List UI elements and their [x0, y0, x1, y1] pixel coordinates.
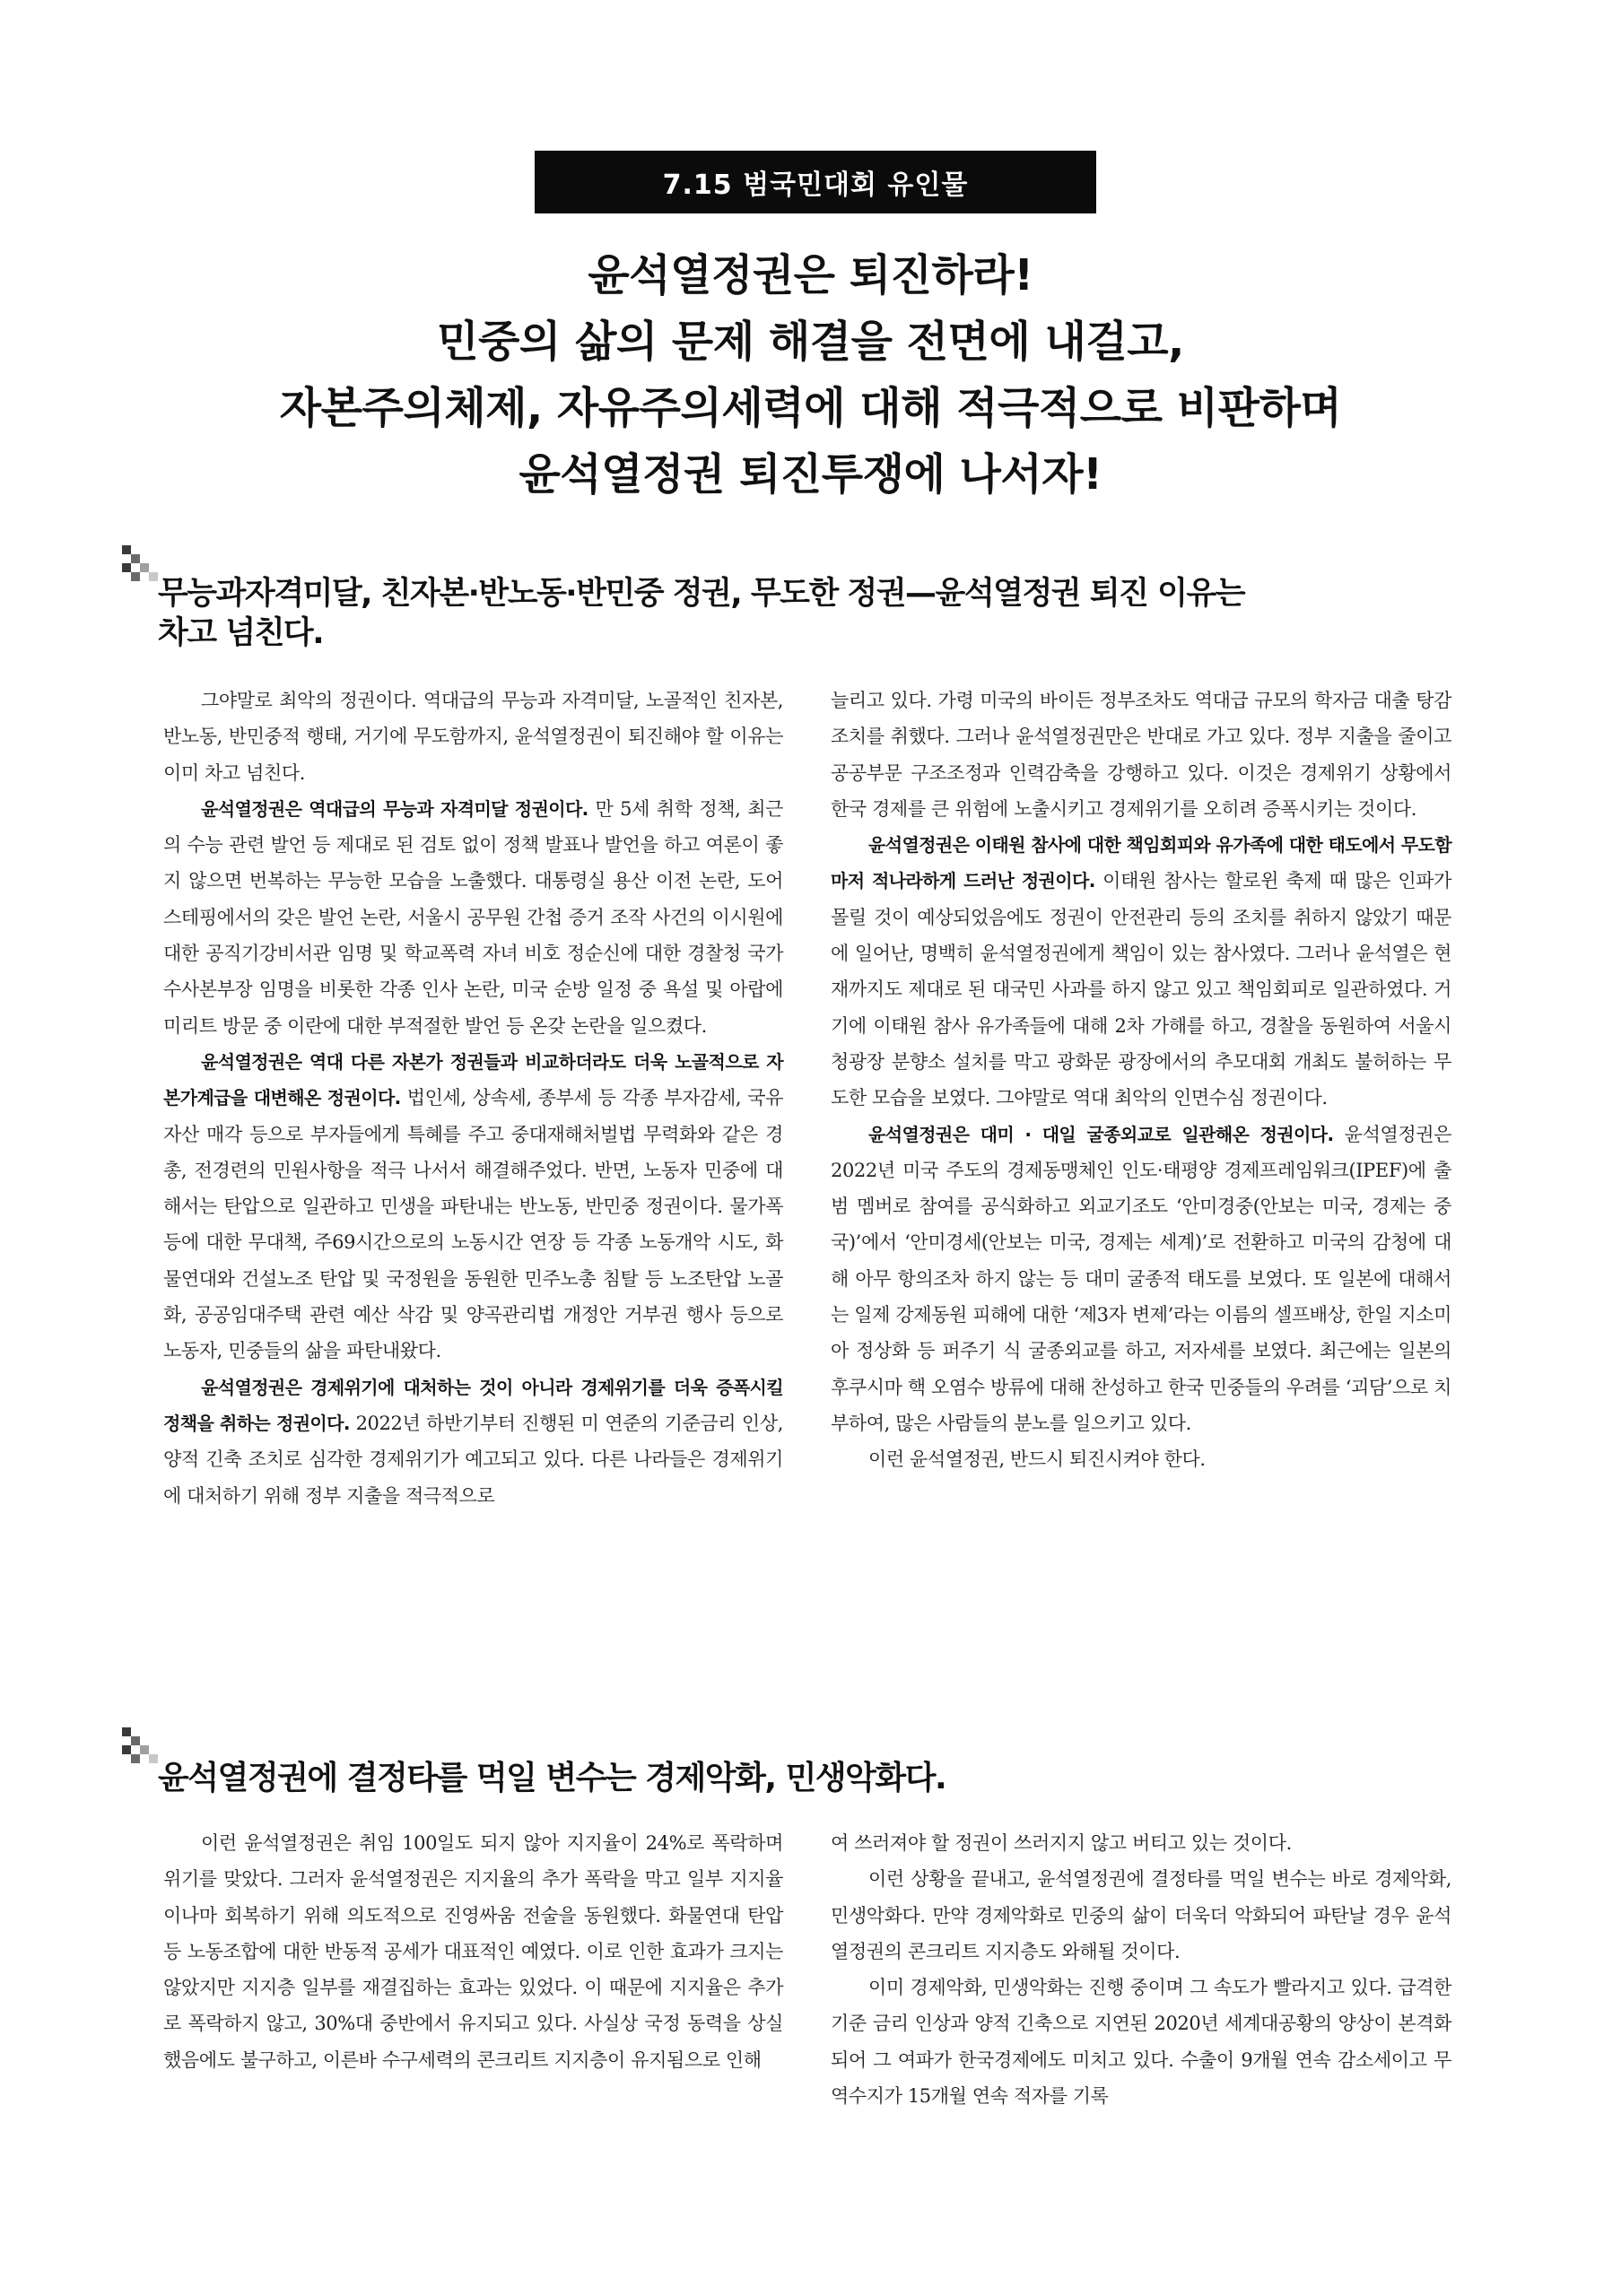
section-1-right-column	[831, 683, 1451, 1478]
headline-line-4: 윤석열정권 퇴진투쟁에 나서자!	[519, 449, 1102, 500]
paragraph	[163, 1370, 783, 1514]
section-1-title-line-2: 차고 넘친다.	[158, 615, 324, 651]
headline-line-3: 자본주의체제, 자유주의세력에 대해 적극적으로 비판하며	[279, 383, 1342, 433]
paragraph: 늘리고 있다. 가령 미국의 바이든 정부조차도 역대급 규모의 학자금 대출 탕감 조치를 취했다. 그러나 윤석열정권만은 반대로 가고 있다. 정부 지출을 줄이고 공공부문 구조조정과 인력감축을 강행하고 있다. 이것은 경제위기 상황에서 한국 경제를 큰 위험에 노출시키고 경제위기를 오히려 증폭시키는 것이다.	[831, 690, 1451, 820]
paragraph-body: 이태원 참사는 할로윈 축제 때 많은 인파가 몰릴 것이 예상되었음에도 정권이 안전관리 등의 조치를 취하지 않았기 때문에 일어난, 명백히 윤석열정권에게 책임이 있는 참사였다. 그러나 윤석열은 현재까지도 제대로 된 대국민 사과를 하지 않고 있고 책임회피로 일관하였다. 거기에 이태원 참사 유가족들에 대해 2차 가해를 하고, 경찰을 동원하여 서울시청광장 분향소 설치를 막고 광화문 광장에서의 추모대회 개최도 불허하는 무도한 모습을 보였다. 그야말로 역대 최악의 인면수심 정권이다.	[831, 870, 1451, 1109]
paragraph-body: 만 5세 취학 정책, 최근의 수능 관련 발언 등 제대로 된 검토 없이 정책 발표나 발언을 하고 여론이 좋지 않으면 번복하는 무능한 모습을 노출했다. 대통령실 용산 이전 논란, 도어스테핑에서의 갖은 발언 논란, 서울시 공무원 간첩 증거 조작 사건의 이시원에 대한 공직기강비서관 임명 및 학교폭력 자녀 비호 정순신에 대한 경찰청 국가수사본부장 임명을 비롯한 각종 인사 논란, 미국 순방 일정 중 욕설 및 아랍에미리트 방문 중 이란에 대한 부적절한 발언 등 온갖 논란을 일으켰다.	[163, 797, 783, 1037]
paragraph: 이미 경제악화, 민생악화는 진행 중이며 그 속도가 빨라지고 있다. 급격한 기준 금리 인상과 양적 긴축으로 지연된 2020년 세계대공황의 양상이 본격화되어 그 여파가 한국경제에도 미치고 있다. 수출이 9개월 연속 감소세이고 무역수지가 15개월 연속 적자를 기록	[831, 1977, 1451, 2108]
paragraph: 이런 상황을 끝내고, 윤석열정권에 결정타를 먹일 변수는 바로 경제악화, 민생악화다. 만약 경제악화로 민중의 삶이 더욱더 악화되어 파탄날 경우 윤석열정권의 콘크리트 지지층도 와해될 것이다.	[831, 1868, 1451, 1962]
section-2-right-column	[831, 1825, 1451, 2114]
paragraph: 여 쓰러져야 할 정권이 쓰러지지 않고 버티고 있는 것이다.	[831, 1832, 1292, 1854]
paragraph-lead: 윤석열정권은 이태원 참사에 대한 책임회피와 유가족에 대한 태도에서 무도함마저 적나라하게 드러난 정권이다.	[831, 834, 1451, 892]
paragraph: 이런 윤석열정권은 취임 100일도 되지 않아 지지율이 24%로 폭락하며 위기를 맞았다. 그러자 윤석열정권은 지지율의 추가 폭락을 막고 일부 지지율이나마 회복하기 위해 의도적으로 진영싸움 전술을 동원했다. 화물연대 탄압 등 노동조합에 대한 반동적 공세가 대표적인 예였다. 이로 인한 효과가 크지는 않았지만 지지층 일부를 재결집하는 효과는 있었다. 이 때문에 지지율은 추가로 폭락하지 않고, 30%대 중반에서 유지되고 있다. 사실상 국정 동력을 상실했음에도 불구하고, 이른바 수구세력의 콘크리트 지지층이 유지됨으로 인해	[163, 1832, 783, 2071]
section-2-title	[158, 1758, 946, 1799]
section-marker-icon	[122, 1727, 158, 1763]
paragraph	[831, 827, 1451, 1116]
section-1-title	[158, 574, 1244, 653]
section-marker-icon	[122, 545, 158, 581]
paragraph: 이런 윤석열정권, 반드시 퇴진시켜야 한다.	[868, 1448, 1206, 1471]
headline-line-2: 민중의 삶의 문제 해결을 전면에 내걸고,	[437, 317, 1184, 367]
paragraph-body: 2022년 하반기부터 진행된 미 연준의 기준금리 인상, 양적 긴축 조치로 심각한 경제위기가 예고되고 있다. 다른 나라들은 경제위기에 대처하기 위해 정부 지출을 적극적으로	[163, 1412, 783, 1507]
main-headline	[135, 242, 1486, 508]
paragraph-lead: 윤석열정권은 역대급의 무능과 자격미달 정권이다.	[201, 797, 588, 820]
section-1-title-line-1: 무능과자격미달, 친자본·반노동·반민중 정권, 무도한 정권—윤석열정권 퇴진 이유는	[158, 576, 1245, 612]
section-1-left-column	[163, 683, 783, 1514]
paragraph	[163, 1044, 783, 1370]
paragraph-body: 법인세, 상속세, 종부세 등 각종 부자감세, 국유자산 매각 등으로 부자들에게 특혜를 주고 중대재해처벌법 무력화와 같은 경총, 전경련의 민원사항을 적극 나서서 해결해주었다. 반면, 노동자 민중에 대해서는 탄압으로 일관하고 민생을 파탄내는 반노동, 반민중 정권이다. 물가폭등에 대한 무대책, 주69시간으로의 노동시간 연장 등 각종 노동개악 시도, 화물연대와 건설노조 탄압 및 국정원을 동원한 민주노총 침탈 등 노조탄압 노골화, 공공임대주택 관련 예산 삭감 및 양곡관리법 개정안 거부권 행사 등으로 노동자, 민중들의 삶을 파탄내왔다.	[163, 1087, 783, 1362]
paragraph-lead: 윤석열정권은 경제위기에 대처하는 것이 아니라 경제위기를 더욱 증폭시킬 정책을 취하는 정권이다.	[163, 1376, 783, 1434]
section-2-title-text: 윤석열정권에 결정타를 먹일 변수는 경제악화, 민생악화다.	[158, 1760, 946, 1796]
paragraph: 그야말로 최악의 정권이다. 역대급의 무능과 자격미달, 노골적인 친자본, 반노동, 반민중적 행태, 거기에 무도함까지, 윤석열정권이 퇴진해야 할 이유는 이미 차고 넘친다.	[163, 690, 783, 784]
paragraph	[163, 791, 783, 1044]
headline-line-1: 윤석열정권은 퇴진하라!	[588, 250, 1033, 300]
paragraph-lead: 윤석열정권은 대미 · 대일 굴종외교로 일관해온 정권이다.	[868, 1123, 1334, 1145]
paragraph	[831, 1117, 1451, 1442]
paragraph-body: 윤석열정권은 2022년 미국 주도의 경제동맹체인 인도·태평양 경제프레임워크(IPEF)에 출범 멤버로 참여를 공식화하고 외교기조도 ‘안미경중(안보는 미국, 경제는 중국)’에서 ‘안미경세(안보는 미국, 경제는 세계)’로 전환하고 미국의 감청에 대해 아무 항의조차 하지 않는 등 대미 굴종적 태도를 보였다. 또 일본에 대해서는 일제 강제동원 피해에 대한 ‘제3자 변제’라는 이름의 셀프배상, 한일 지소미아 정상화 등 퍼주기 식 굴종외교를 하고, 저자세를 보였다. 최근에는 일본의 후쿠시마 핵 오염수 방류에 대해 찬성하고 한국 민중들의 우려를 ‘괴담’으로 치부하여, 많은 사람들의 분노를 일으키고 있다.	[831, 1123, 1451, 1434]
section-2-left-column	[163, 1825, 783, 2078]
paragraph-lead: 윤석열정권은 역대 다른 자본가 정권들과 비교하더라도 더욱 노골적으로 자본가계급을 대변해온 정권이다.	[163, 1050, 783, 1109]
event-banner: 7.15 범국민대회 유인물	[535, 151, 1096, 213]
